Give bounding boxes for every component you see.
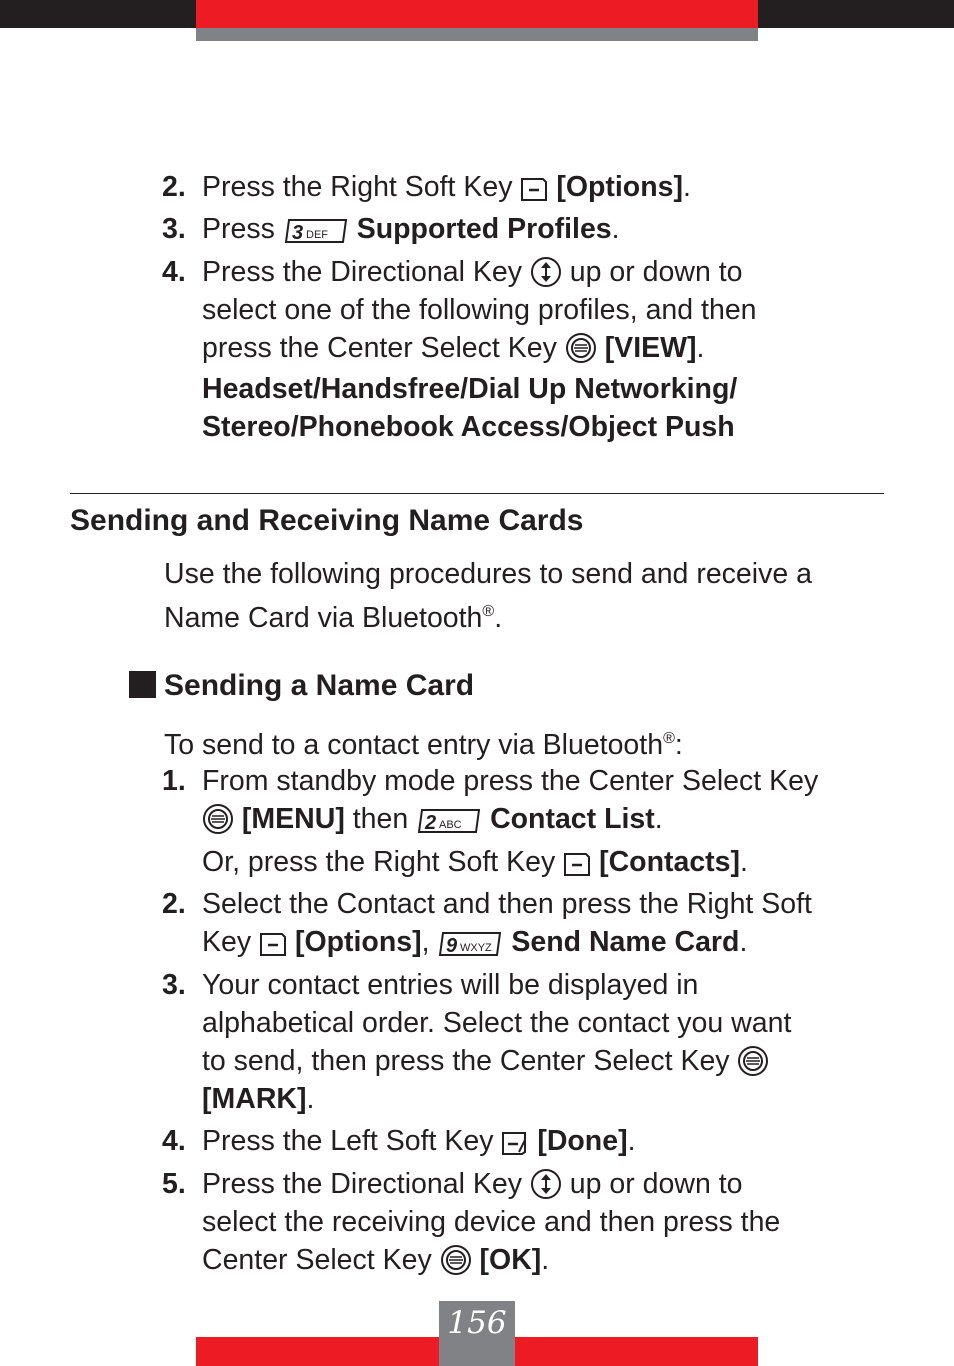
svg-text:DEF: DEF (305, 229, 328, 241)
step-1: 1. From standby mode press the Center Select Key [MENU] then 2 ABC Contact List. Or, press the Right Soft Key [Contacts]. (162, 762, 892, 881)
right-soft-key-icon (259, 929, 287, 955)
header-bar-red (196, 0, 758, 28)
key-3-def-icon (283, 216, 349, 242)
step-4: 4. Press the Left Soft Key [Done]. (162, 1125, 636, 1157)
step-2-top: 2. Press the Right Soft Key [Options]. (162, 171, 691, 203)
directional-key-icon (530, 1168, 562, 1200)
section-title: Sending and Receiving Name Cards (70, 504, 584, 537)
center-select-key-icon (737, 1045, 769, 1077)
step-2: 2. Select the Contact and then press the Right Soft Key [Options], 9 WXYZ Send Name Card. (162, 888, 812, 958)
key-2-abc-icon (416, 806, 482, 832)
header-bar-grey (196, 28, 758, 41)
page-number: 156 (447, 1305, 507, 1341)
step-3-top: 3. Press 3 DEF Supported Profiles. (162, 213, 620, 245)
step-1-alternative: Or, press the Right Soft Key [Contacts]. (202, 846, 748, 878)
svg-text:WXYZ: WXYZ (460, 942, 493, 954)
directional-key-icon (530, 256, 562, 288)
section-divider (70, 493, 884, 494)
svg-text:9: 9 (446, 935, 458, 957)
svg-text:ABC: ABC (439, 819, 462, 831)
profile-list: Headset/Handsfree/Dial Up Networking/ Stereo/Phonebook Access/Object Push (202, 373, 738, 443)
subsection-intro: To send to a contact entry via Bluetooth®: (164, 729, 683, 761)
section-intro: Use the following procedures to send and receive a Name Card via Bluetooth®. (164, 558, 812, 634)
center-select-key-icon (440, 1244, 472, 1276)
step-4-top: 4. Press the Directional Key up or down to select one of the following profiles, and then press the Center Select Key [VIEW]. (162, 256, 757, 364)
subsection-title: Sending a Name Card (129, 668, 474, 704)
right-soft-key-icon (520, 174, 548, 200)
right-soft-key-icon (563, 849, 591, 875)
svg-text:2: 2 (425, 812, 437, 834)
svg-text:3: 3 (291, 222, 303, 244)
square-bullet-icon (129, 671, 156, 698)
center-select-key-icon (565, 332, 597, 364)
center-select-key-icon (202, 803, 234, 835)
key-9-wxyz-icon (437, 929, 503, 955)
step-5: 5. Press the Directional Key up or down to select the receiving device and then press the Center Select Key [OK]. (162, 1168, 781, 1276)
step-3: 3. Your contact entries will be displayed in alphabetical order. Select the contact you want to send, then press the Center Select Key [MARK]. (162, 969, 792, 1115)
left-soft-key-icon (501, 1128, 529, 1154)
